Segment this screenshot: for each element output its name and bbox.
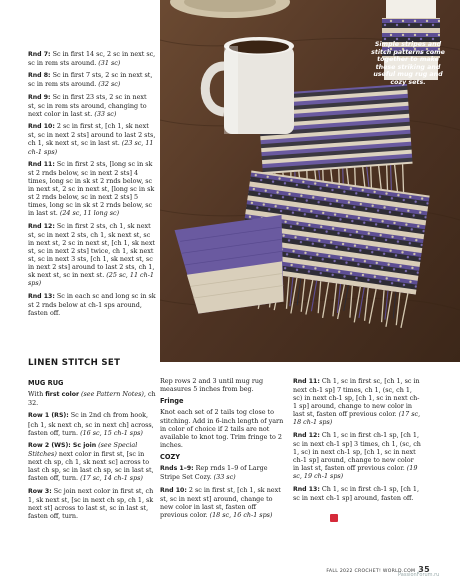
cozy-rounds-column [28,50,156,321]
instructions-column-2 [160,377,285,523]
cozy-rnd-10: Rnd 10: 2 sc in first st, [ch 1, sk next st, sc in next st] around, change to new color in last st, fasten off previous color. (18 sc, 16 ch-1 sps) [160,485,281,519]
rnd-10: Rnd 10: 2 sc in first st, [ch 1, sk next st, sc in next 2 sts] around to last 2 sts, ch 1, sk next st, sc in last st. (23 sc, 11 ch-1 sps) [28,122,156,156]
fringe-heading: Fringe [160,397,184,406]
cozy-rnd-12: Rnd 12: Ch 1, sc in first ch-1 sp, [ch 1, sc in next ch-1 sp] 3 times, ch 1, (sc, ch 1, sc) in next ch-1 sp, [ch 1, sc in next ch-1 sp] around, change to new color in last st, fasten off previous color. (19 sc, 19 ch-1 sps) [293,430,421,481]
rnd-7: Rnd 7: Sc in first 14 sc, 2 sc in next sc, sc in rem sts around. (31 sc) [28,50,156,68]
rnd-13: Rnd 13: Sc in each sc and long sc in sk st 2 rnds below at ch-1 sps around, fasten off. [28,291,156,317]
cozy-rnd-11: Rnd 11: Ch 1, sc in first sc, [ch 1, sc in next ch-1 sp] 7 times, ch 1, (sc, ch 1, sc) in next ch-1 sp, [ch 1, sc in next ch-1 sp] around, change to new color in last st, fasten off previous color. (17 sc, 18 ch-1 sps) [293,377,421,427]
rnd-11: Rnd 11: Sc in first 2 sts, [long sc in sk st 2 rnds below, sc in next 2 sts] 4 times, long sc in sk st 2 rnds below, sc in next st, 2 sc in next st, [long sc in sk st 2 rnds below, sc in next 2 sts] 5 times, long sc in sk st 2 rnds below, sc in last st. (24 sc, 11 long sc) [28,159,155,218]
photo-caption: Simple stripes and stitch patterns come together to make these striking and useful mug rug and cozy sets. [371,41,445,86]
instructions-column-1 [28,377,156,524]
instructions-column-3 [293,377,421,506]
rnd-9: Rnd 9: Sc in first 23 sts, 2 sc in next st, sc in rem sts around, changing to next color in last st. (33 sc) [28,92,147,118]
cozy-rnd-13: Rnd 13: Ch 1, sc in first ch-1 sp, [ch 1, sc in next ch-1 sp] around, fasten off. [293,484,420,502]
page-number: 35 [418,565,430,574]
row-2: Row 2 (WS): Sc join (see Special Stitches) next color in first st, [sc in next ch sp, ch 1, sk next sc] across to last ch sp, sc in last ch sp, sc in last st, fasten off, turn. (17 sc, 14 ch-1 sps) [28,440,154,483]
mug-rug-intro: With first color (see Pattern Notes), ch 32. [28,390,156,408]
mug-rug-subheading: MUG RUG [28,379,64,387]
row-3: Row 3: Sc join next color in first st, ch 1, sk next st, [sc in next ch sp, ch 1, sk next st] across to last st, sc in last st, fasten off, turn. [28,486,154,520]
rnd-12: Rnd 12: Sc in first 2 sts, ch 1, sk next st, sc in next 2 sts, ch 1, sk next st, sc in next st, 2 sc in next st, [ch 1, sk next st, sc in next 2 sts] twice, ch 1, sk next st, sc in next 3 sts, [ch 1, sk next st, sc in next 2 sts] around to last 2 sts, ch 1, sk next st, sc in next st. (25 sc, 11 ch-1 sps) [28,221,155,288]
fringe-text: Knot each set of 2 tails tog close to stitching. Add in 6-inch length of yarn in color of choice if 2 tails are not available to knot tog. Trim fringe to 2 inches. [160,408,284,449]
end-of-pattern-icon [330,514,338,522]
row-1: Row 1 (RS): Sc in 2nd ch from hook, [ch 1, sk next ch, sc in next ch] across, fasten off, turn. (16 sc, 15 ch-1 sps) [28,411,154,437]
cozy-heading: COZY [160,453,181,462]
watermark: PassionForum.ru [398,572,440,578]
rnds-1-9: Rnds 1–9: Rep rnds 1–9 of Large Stripe Set Cozy. (33 sc) [160,464,268,482]
issue-info: FALL 2022 CROCHET! WORLD.COM [326,569,416,574]
section-title: LINEN STITCH SET [28,358,121,368]
rnd-8: Rnd 8: Sc in first 7 sts, 2 sc in next st, sc in rem sts around. (32 sc) [28,71,153,89]
repeat-rows: Rep rows 2 and 3 until mug rug measures 5 inches from beg. [160,377,264,394]
